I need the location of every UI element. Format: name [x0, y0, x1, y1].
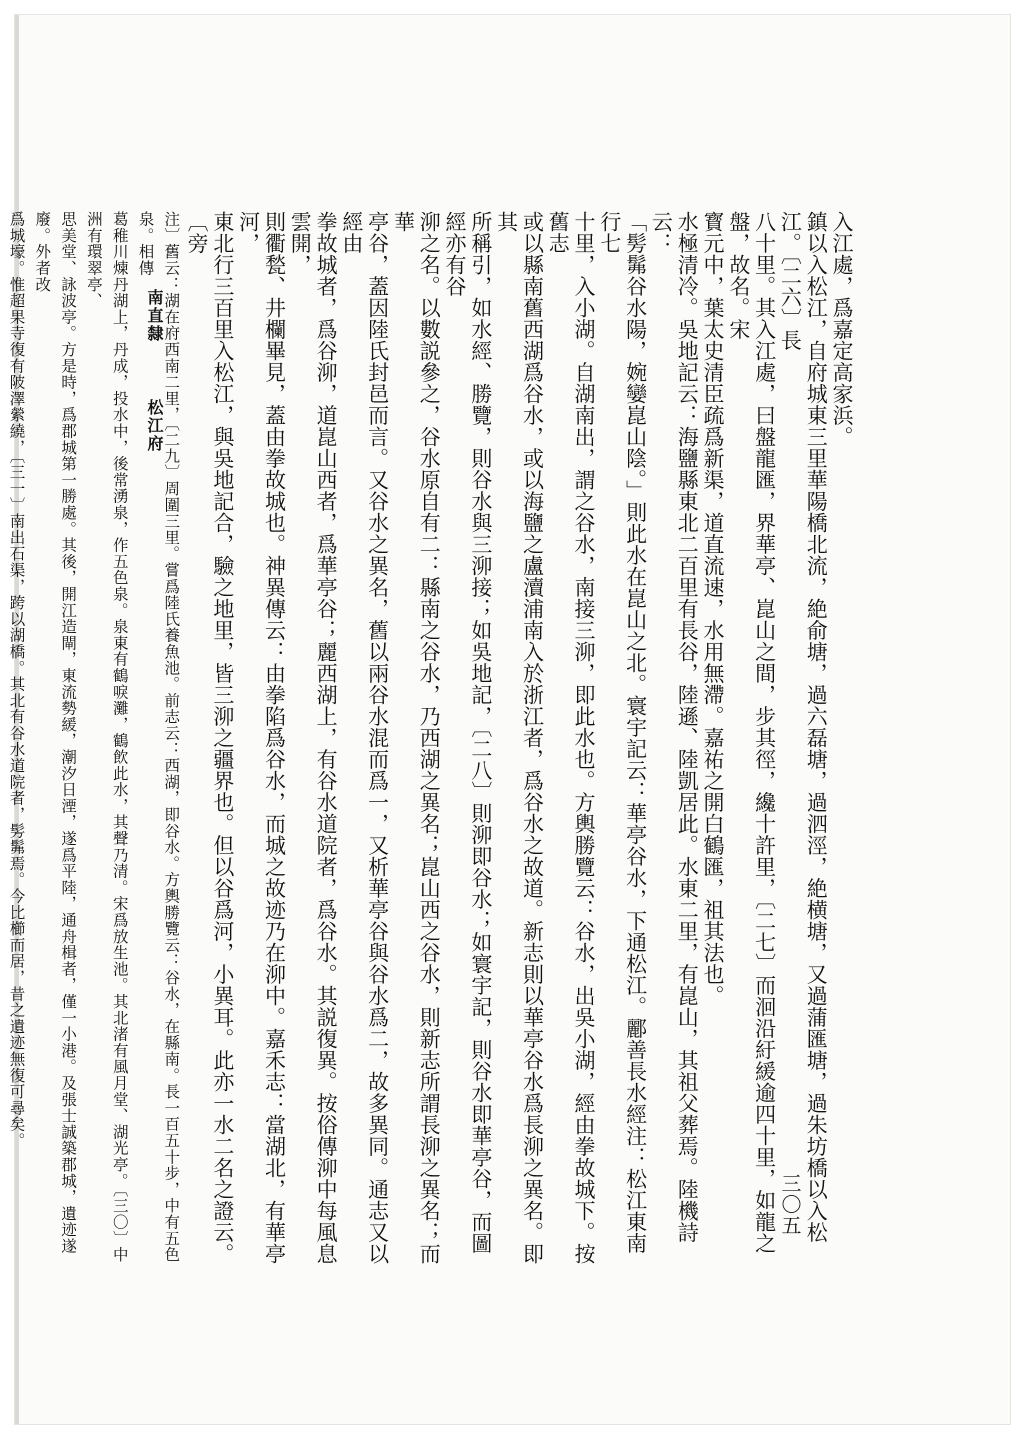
body-line: 十里，入小湖。自湖南出，謂之谷水，南接三泖，即此水也。方輿勝覽云：谷水，出吳小湖，經由拳故城下。按舊志: [546, 211, 597, 1265]
note-line: 注〕舊云：湖在府西南二里，〔二九〕周圍三里。嘗爲陸氏養魚池。前志云：西湖，即谷水。方輿勝覽云：谷水，在縣南。長一百五十步，中有五色泉。相傳: [136, 211, 181, 1263]
vertical-text-block: [0, 211, 854, 1271]
running-head-province: 南直隸: [145, 289, 164, 343]
body-line: 亭谷，蓋因陸氏封邑而言。又谷水之異名，舊以兩谷水混而爲一，又析華亭谷與谷水爲二，故多異同。通志又以經由: [339, 211, 390, 1265]
note-line: 思美堂、詠波亭。方是時，爲郡城第一勝處。其後，開江造閘，東流勢緩，潮汐日湮，遂爲平陸，通舟楫者，僅一小港。及張士誠築郡城，遺迹遂廢。外者改: [33, 211, 78, 1255]
running-head-prefecture: 松江府: [145, 399, 164, 453]
body-line: 八十里。其入江處，曰盤龍匯，界華亭、崑山之間，步其徑，纔十許里，〔二七〕而洄沿紆緩逾四十里，如龍之盤，故名。宋: [726, 211, 777, 1254]
body-line: 或以縣南舊西湖爲谷水，或以海鹽之盧瀆浦南入於浙江者，爲谷水之故道。新志則以華亭谷水爲長泖之異名。即其: [494, 211, 545, 1265]
body-line: 泖之名。以數説參之，谷水原自有二：縣南之谷水，乃西湖之異名；崑山西之谷水，則新志所謂長泖之異名；而華: [391, 211, 442, 1265]
body-line: 鎮以入松江，自府城東三里華陽橋北流，絶俞塘，過六磊塘，過泗涇，絶横塘，又過蒲匯塘，過朱坊橋以入松江。〔二六〕長: [778, 211, 829, 1243]
body-line: 寳元中，葉太史清臣疏爲新渠，道直流速，水用無滯。嘉祐之開白鶴匯，祖其法也。: [701, 211, 726, 1007]
body-line: 所稱引，如水經、勝覽，則谷水與三泖接；如吳地記，〔二八〕則泖即谷水；如寰宇記，則谷水即華亭谷，而圖經亦有谷: [443, 211, 493, 1254]
book-page: [7, 14, 1011, 1425]
body-line: 則衢甃、井欄畢見，蓋由拳故城也。神異傳云：由拳陷爲谷水，而城之故迹乃在泖中。嘉禾志：當湖北，有華亭河，: [236, 211, 287, 1265]
body-line: 東北行三百里入松江，與吳地記合，驗之地里，皆三泖之疆界也。但以谷爲河，小異耳。此亦一水二名之證云。〔旁: [185, 211, 235, 1265]
body-line: 拳故城者，爲谷泖，道崑山西者，爲華亭谷；麗西湖上，有谷水道院者，爲谷水。其説復異。按俗傳泖中每風息雲開，: [288, 211, 339, 1265]
running-head: [143, 289, 166, 453]
note-line: 爲城壕。惟超果寺復有陂澤縈繞，〔三一〕南出石渠，跨以湖橋。其北有谷水道院者，髣髴焉。今比櫛而居，昔之遺迹無復可尋矣。: [7, 211, 26, 1149]
body-line: 入江處，爲嘉定高家浜。: [830, 211, 854, 448]
body-line: 「髣髴谷水陽，婉孌崑山陰。」則此水在崑山之北。寰宇記云：華亭谷水，下通松江。酈善長水經注：松江東南行七: [597, 211, 648, 1254]
note-line: 葛稚川煉丹湖上，丹成，投水中，後常湧泉，作五色泉。泉東有鶴唳灘，鶴飲此水，其聲乃清。宋爲放生池。其北渚有風月堂、湖光亭。〔三〇〕中洲有環翠亭、: [84, 211, 129, 1263]
body-line: 水極清冷。吳地記云：海鹽縣東北二百里有長谷，陸遜、陸凱居此。水東二里，有崑山，其祖父葬焉。陸機詩云：: [649, 211, 700, 1243]
page-number: 三〇五: [778, 1173, 802, 1236]
